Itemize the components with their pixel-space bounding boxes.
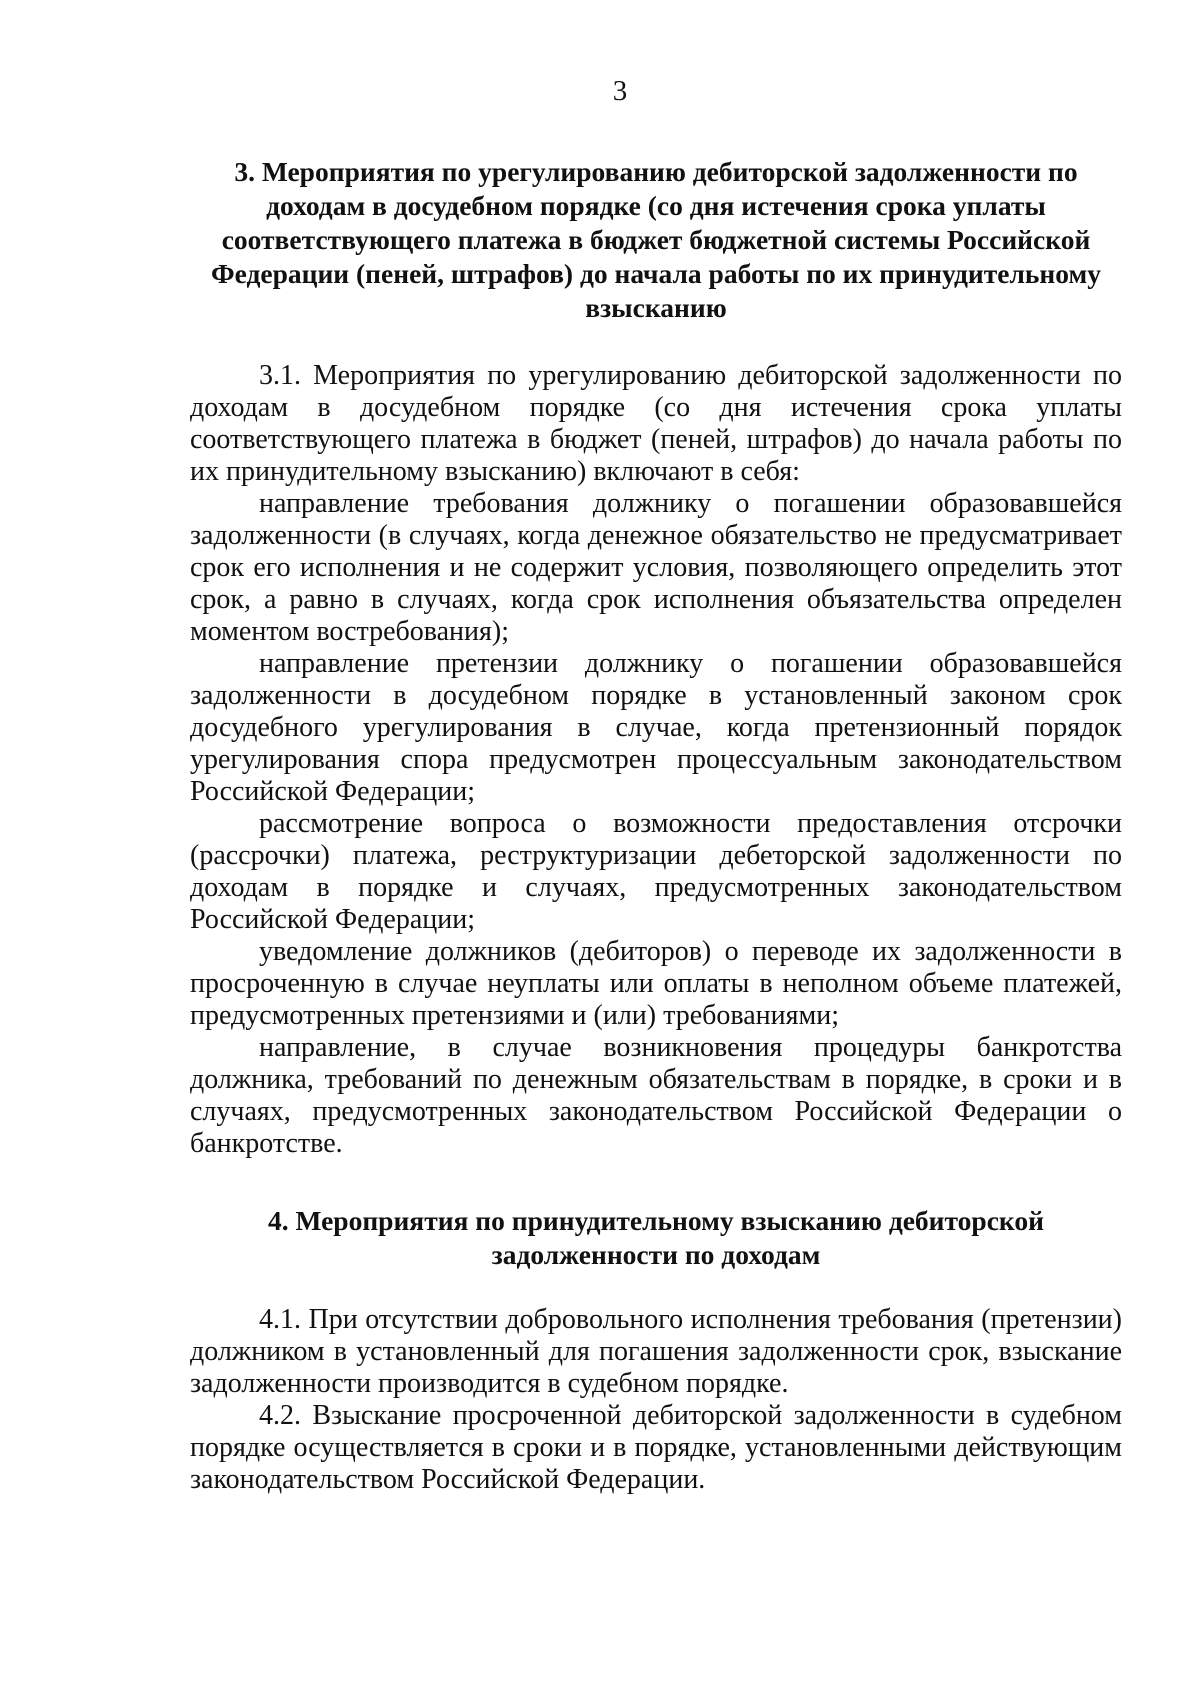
section-3-heading: 3. Мероприятия по урегулированию дебиторской задолженности по доходам в досудебном порядке (со дня истечения срока уплаты соответствующего платежа в бюджет бюджетной системы Российской Федерации (пеней, штрафов) до начала работы по их принудительному взысканию bbox=[210, 156, 1101, 323]
list-item-claim: направление претензии должнику о погашении образовавшейся задолженности в досудебном порядке в установленный законом срок досудебного урегулирования в случае, когда претензионный порядок урегулирования спора предусмотрен процессуальным законодательством Российской Федерации; bbox=[190, 648, 1122, 807]
paragraph-4-1: 4.1. При отсутствии добровольного исполнения требования (претензии) должником в установленный для погашения задолженности срок, взыскание задолженности производится в судебном порядке. bbox=[190, 1304, 1122, 1399]
document-body bbox=[190, 155, 1122, 1496]
section-4-heading: 4. Мероприятия по принудительному взысканию дебиторской задолженности по доходам bbox=[267, 1205, 1044, 1270]
paragraph-3-1: 3.1. Мероприятия по урегулированию дебиторской задолженности по доходам в досудебном порядке (со дня истечения срока уплаты соответствующего платежа в бюджет (пеней, штрафов) до начала работы по их принудительному взысканию) включают в себя: bbox=[190, 360, 1122, 487]
page-number: 3 bbox=[612, 75, 628, 107]
list-item-bankruptcy: направление, в случае возникновения процедуры банкротства должника, требований по денежным обязательствам в порядке, в сроки и в случаях, предусмотренных законодательством Российской Федерации о банкротстве. bbox=[190, 1032, 1122, 1159]
list-item-deferral: рассмотрение вопроса о возможности предоставления отсрочки (рассрочки) платежа, реструктуризации дебеторской задолженности по доходам в порядке и случаях, предусмотренных законодательством Российской Федерации; bbox=[190, 808, 1122, 935]
list-item-demand: направление требования должнику о погашении образовавшейся задолженности (в случаях, когда денежное обязательство не предусматривает срок его исполнения и не содержит условия, позволяющего определить этот срок, а равно в случаях, когда срок исполнения объязательства определен моментом востребования); bbox=[190, 488, 1122, 647]
list-item-notification: уведомление должников (дебиторов) о переводе их задолженности в просроченную в случае неуплаты или оплаты в неполном объеме платежей, предусмотренных претензиями и (или) требованиями; bbox=[190, 936, 1122, 1031]
paragraph-4-2: 4.2. Взыскание просроченной дебиторской задолженности в судебном порядке осуществляется в сроки и в порядке, установленными действующим законодательством Российской Федерации. bbox=[190, 1400, 1122, 1495]
